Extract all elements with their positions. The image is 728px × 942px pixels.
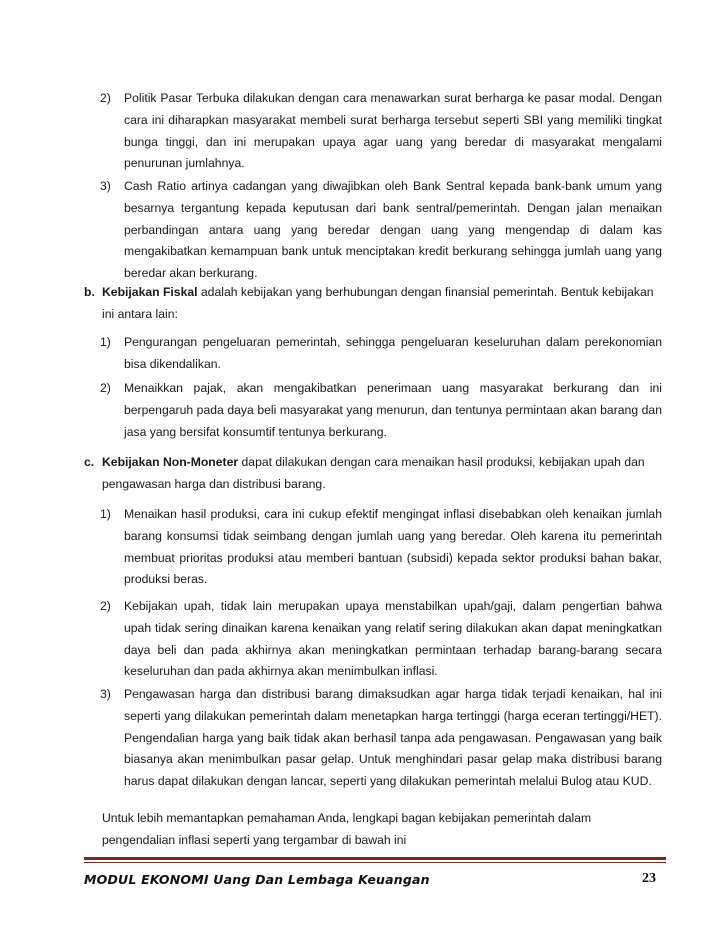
section-title: Kebijakan Non-Moneter (102, 455, 239, 469)
list-text: Menaikkan pajak, akan mengakibatkan penerimaan uang masyarakat berkurang dan ini berpengaruh pada daya beli masyarakat yang menurun, dan tentunya permintaan akan barang dan jasa yang bersifat konsumtif tentunya berkurang. (124, 381, 662, 439)
list-item (100, 596, 662, 683)
list-text: Cash Ratio artinya cadangan yang diwajibkan oleh Bank Sentral kepada bank-bank umum yang besarnya tergantung kepada keputusan dari bank sentral/pemerintah. Dengan jalan menaikan perbandingan antara uang yang beredar dengan uang yang mengendap di dalam kas mengakibatkan kemampuan bank untuk menciptakan kredit berkurang sehingga jumlah uang yang beredar akan berkurang. (124, 179, 662, 281)
list-item (100, 88, 662, 175)
list-number: 3) (100, 179, 111, 193)
list-number: 2) (100, 599, 111, 613)
list-number: 1) (100, 507, 111, 521)
list-text: Kebijakan upah, tidak lain merupakan upaya menstabilkan upah/gaji, dalam pengertian bahwa upah tidak sering dinaikan karena kenaikan yang relatif sering dilakukan akan dapat meningkatkan daya beli dan pada akhirnya akan meningkatkan permintaan terhadap barang-barang secara keseluruhan dan pada akhirnya akan menimbulkan inflasi. (124, 599, 662, 679)
section-description: adalah kebijakan yang berhubungan dengan finansial pemerintah. Bentuk kebijakan ini antara lain: (102, 285, 654, 321)
list-number: 3) (100, 687, 111, 701)
list-text: Pengawasan harga dan distribusi barang dimaksudkan agar harga tidak terjadi kenaikan, hal ini seperti yang dilakukan pemerintah dalam menetapkan harga tertinggi (harga eceran tertinggi/HET). Pengendalian harga yang baik tidak akan berhasil tanpa ada pengawasan. Pengawasan yang baik biasanya akan menimbulkan pasar gelap. Untuk menghindari pasar gelap maka distribusi barang harus dapat dilakukan dengan lancar, seperti yang dilakukan pemerintah melalui Bulog atau KUD. (124, 687, 662, 789)
list-text: Pengurangan pengeluaran pemerintah, sehingga pengeluaran keseluruhan dalam perekonomian bisa dikendalikan. (124, 335, 662, 371)
section-label: b. (84, 285, 95, 299)
list-item (100, 378, 662, 443)
section-title: Kebijakan Fiskal (102, 285, 198, 299)
page-number: 23 (642, 871, 656, 886)
footer-rule-thin (84, 862, 666, 863)
list-text: Politik Pasar Terbuka dilakukan dengan cara menawarkan surat berharga ke pasar modal. Dengan cara ini diharapkan masyarakat membeli surat berharga tersebut seperti SBI yang memiliki tingkat bunga tinggi, dan ini merupakan upaya agar uang yang beredar di masyarakat mengalami penurunan jumlahnya. (124, 91, 662, 171)
section-text (102, 452, 664, 496)
list-item (100, 176, 662, 285)
list-item (100, 504, 662, 591)
list-number: 1) (100, 335, 111, 349)
section-b-intro (84, 282, 664, 326)
footer-rule (84, 857, 666, 860)
closing-paragraph: Untuk lebih memantapkan pemahaman Anda, lengkapi bagan kebijakan pemerintah dalam pengendalian inflasi seperti yang tergambar di bawah ini (102, 811, 592, 847)
list-number: 2) (100, 381, 111, 395)
list-number: 2) (100, 91, 111, 105)
section-text (102, 282, 664, 326)
section-label: c. (84, 455, 95, 469)
footer-title: MODUL EKONOMI Uang Dan Lembaga Keuangan (84, 872, 430, 887)
list-text: Menaikan hasil produksi, cara ini cukup efektif mengingat inflasi disebabkan oleh kenaikan jumlah barang konsumsi tidak seimbang dengan jumlah uang yang beredar. Oleh karena itu pemerintah membuat prioritas produksi atau memberi bantuan (subsidi) kepada sektor produksi bahan bakar, produksi beras. (124, 507, 662, 587)
section-description: dapat dilakukan dengan cara menaikan hasil produksi, kebijakan upah dan pengawasan harga dan distribusi barang. (102, 455, 645, 491)
list-item (100, 684, 662, 793)
list-item (100, 332, 662, 376)
section-c-intro (84, 452, 664, 496)
